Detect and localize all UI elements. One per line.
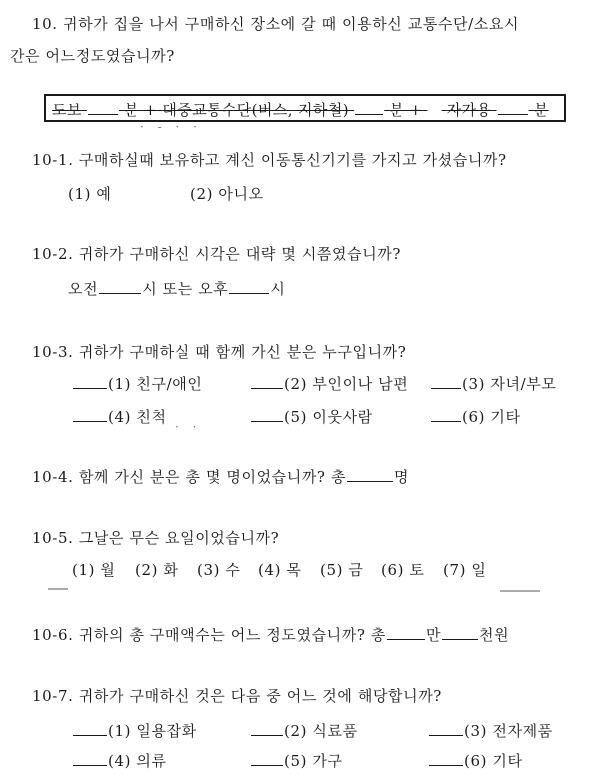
q10-6-cheonwon-unit: 천원 xyxy=(479,626,510,644)
q10-4-question-row xyxy=(32,466,409,487)
q10-3-option-friend-label: (1) 친구/애인 xyxy=(108,375,203,393)
q10-text-line2: 간은 어느정도였습니까? xyxy=(10,47,175,65)
q10-5-option-tue[interactable]: (2) 화 xyxy=(135,561,179,579)
q10-7-option-electronics[interactable] xyxy=(428,720,553,741)
scan-dots-2: · · xyxy=(175,420,202,434)
q10-6-man-unit: 만 xyxy=(425,626,442,644)
q10-7-option-electronics-label: (3) 전자제품 xyxy=(464,722,553,740)
q10-3-option-family[interactable] xyxy=(430,373,556,394)
q10-5-option-sun[interactable]: (7) 일 xyxy=(443,561,487,579)
q10-car-label: 자가용 xyxy=(446,101,492,119)
q10-car-minutes-unit: 분 xyxy=(533,101,549,119)
q10-3-option-friend-blank[interactable] xyxy=(73,373,107,389)
q10-5-question: 10-5. 그날은 무슨 요일이었습니까? xyxy=(32,529,280,547)
q10-walk-minutes-unit: 분 + xyxy=(124,101,158,119)
q10-7-option-electronics-blank[interactable] xyxy=(429,720,463,736)
q10-3-option-friend[interactable] xyxy=(72,373,202,394)
q10-7-option-household[interactable] xyxy=(72,720,197,741)
q10-7-option-household-label: (1) 일용잡화 xyxy=(108,722,197,740)
q10-7-option-clothing[interactable] xyxy=(72,750,167,771)
q10-7-question: 10-7. 귀하가 구매하신 것은 다음 중 어느 것에 해당합니까? xyxy=(32,687,442,705)
q10-3-option-spouse-label: (2) 부인이나 남편 xyxy=(284,375,409,393)
q10-7-option-food-blank[interactable] xyxy=(251,720,283,736)
q10-2-hour-unit: 시 xyxy=(270,280,286,298)
q10-public-label: 대중교통수단(버스, 지하철) xyxy=(162,101,349,119)
q10-2-question: 10-2. 귀하가 구매하신 시각은 대략 몇 시쯤였습니까? xyxy=(32,245,402,263)
q10-1-option-yes[interactable]: (1) 예 xyxy=(68,185,112,203)
scan-dots: · - · · xyxy=(140,120,202,134)
q10-transport-row xyxy=(52,99,549,120)
q10-7-option-other[interactable] xyxy=(428,750,523,771)
q10-7-option-furniture-label: (5) 가구 xyxy=(284,752,343,770)
q10-text-line1: 10. 귀하가 집을 나서 구매하신 장소에 갈 때 이용하신 교통수단/소요시 xyxy=(32,15,520,33)
q10-3-option-other-label: (6) 기타 xyxy=(462,408,521,426)
q10-6-question: 10-6. 귀하의 총 구매액수는 어느 정도였습니까? 총 xyxy=(32,626,386,644)
q10-7-option-clothing-blank[interactable] xyxy=(73,750,107,766)
q10-7-option-other-label: (6) 기타 xyxy=(464,752,523,770)
q10-car-minutes-blank[interactable] xyxy=(498,99,528,115)
q10-6-cheon-blank[interactable] xyxy=(442,624,478,640)
q10-public-minutes-blank[interactable] xyxy=(355,99,383,115)
q10-3-option-other[interactable] xyxy=(430,406,521,427)
q10-3-option-other-blank[interactable] xyxy=(431,406,461,422)
q10-7-option-household-blank[interactable] xyxy=(73,720,107,736)
q10-3-option-spouse[interactable] xyxy=(250,373,408,394)
q10-1-question: 10-1. 구매하실때 보유하고 계신 이동통신기기를 가지고 가셨습니까? xyxy=(32,151,507,169)
q10-2-pm-hour-blank[interactable] xyxy=(229,278,269,294)
q10-6-man-blank[interactable] xyxy=(387,624,425,640)
q10-3-option-family-label: (3) 자녀/부모 xyxy=(462,375,557,393)
q10-7-option-food[interactable] xyxy=(250,720,358,741)
q10-7-option-furniture[interactable] xyxy=(250,750,343,771)
q10-3-option-neighbor-label: (5) 이웃사람 xyxy=(284,408,373,426)
q10-2-am-label: 오전 xyxy=(68,280,99,298)
q10-public-minutes-unit: 분 + xyxy=(389,101,423,119)
q10-4-question: 10-4. 함께 가신 분은 총 몇 명이었습니까? 총 xyxy=(32,468,347,486)
q10-3-option-family-blank[interactable] xyxy=(431,373,461,389)
q10-7-option-other-blank[interactable] xyxy=(429,750,463,766)
q10-3-option-spouse-blank[interactable] xyxy=(251,373,283,389)
q10-3-option-relative-label: (4) 친척 xyxy=(108,408,167,426)
q10-3-option-neighbor-blank[interactable] xyxy=(251,406,283,422)
q10-3-option-relative[interactable] xyxy=(72,406,167,427)
q10-6-question-row xyxy=(32,624,509,645)
q10-7-option-food-label: (2) 식료품 xyxy=(284,722,358,740)
q10-5-option-thu[interactable]: (4) 목 xyxy=(258,561,302,579)
q10-7-option-furniture-blank[interactable] xyxy=(251,750,283,766)
q10-7-option-clothing-label: (4) 의류 xyxy=(108,752,167,770)
q10-2-time-row xyxy=(68,278,285,299)
q10-3-question: 10-3. 귀하가 구매하실 때 함께 가신 분은 누구입니까? xyxy=(32,343,407,361)
q10-5-option-mon[interactable]: (1) 월 xyxy=(72,561,116,579)
scan-mark-2 xyxy=(500,590,540,592)
q10-transport-box xyxy=(44,94,566,122)
q10-5-option-fri[interactable]: (5) 금 xyxy=(320,561,364,579)
scan-mark xyxy=(48,588,68,590)
q10-4-count-blank[interactable] xyxy=(347,466,393,482)
q10-5-option-sat[interactable]: (6) 토 xyxy=(381,561,425,579)
q10-2-or-pm-label: 시 또는 오후 xyxy=(142,280,229,298)
q10-3-option-relative-blank[interactable] xyxy=(73,406,107,422)
q10-walk-label: 도보 xyxy=(52,101,82,119)
q10-5-option-wed[interactable]: (3) 수 xyxy=(197,561,241,579)
q10-2-am-hour-blank[interactable] xyxy=(99,278,141,294)
q10-1-option-no[interactable]: (2) 아니오 xyxy=(190,185,264,203)
q10-walk-minutes-blank[interactable] xyxy=(88,99,118,115)
q10-4-unit: 명 xyxy=(394,468,410,486)
q10-3-option-neighbor[interactable] xyxy=(250,406,373,427)
